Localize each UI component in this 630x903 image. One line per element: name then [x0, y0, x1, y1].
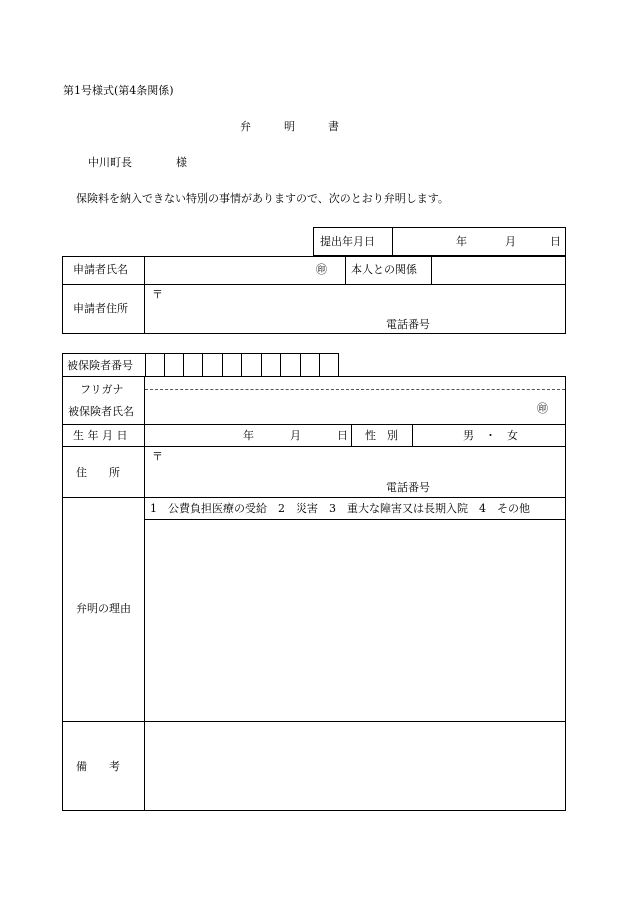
- applicant-seal-mark: ㊞: [316, 263, 327, 276]
- applicant-name-label: 申請者氏名: [73, 263, 128, 276]
- submission-month-label: 月: [505, 235, 516, 248]
- applicant-address-field[interactable]: [145, 285, 565, 333]
- birth-day-label: 日: [337, 429, 348, 442]
- relation-field[interactable]: [432, 257, 565, 283]
- furigana-field[interactable]: [145, 377, 565, 388]
- insured-seal-mark: ㊞: [537, 402, 548, 415]
- reason-detail-field[interactable]: [145, 520, 565, 720]
- addressee: 中川町長 様: [88, 156, 187, 169]
- insured-name-label: 被保険者氏名: [68, 405, 134, 418]
- applicant-phone-label: 電話番号: [386, 318, 430, 331]
- submission-date-label: 提出年月日: [320, 235, 375, 248]
- insured-name-field[interactable]: [145, 391, 565, 423]
- insured-address-field[interactable]: [145, 447, 565, 496]
- insured-number-digits[interactable]: [146, 354, 338, 376]
- birth-year-label: 年: [243, 429, 254, 442]
- insured-address-label: 住 所: [76, 466, 120, 479]
- intro-text: 保険料を納入できない特別の事情がありますので、次のとおり弁明します。: [76, 192, 449, 205]
- insured-postal-mark: 〒: [152, 450, 163, 463]
- applicant-address-label: 申請者住所: [73, 302, 128, 315]
- reason-label: 弁明の理由: [76, 602, 131, 615]
- submission-day-label: 日: [550, 235, 561, 248]
- birth-month-label: 月: [290, 429, 301, 442]
- furigana-label: フリガナ: [80, 383, 124, 396]
- sex-options[interactable]: 男 ・ 女: [463, 429, 518, 442]
- sex-label: 性 別: [365, 429, 398, 442]
- reason-options: 1 公費負担医療の受給 2 災害 3 重大な障害又は長期入院 4 その他: [150, 502, 530, 515]
- submission-date-field[interactable]: [393, 228, 565, 255]
- remarks-label: 備 考: [76, 760, 120, 773]
- relation-label: 本人との関係: [351, 263, 417, 276]
- applicant-postal-mark: 〒: [152, 288, 163, 301]
- insured-number-label: 被保険者番号: [67, 359, 133, 372]
- insured-phone-label: 電話番号: [386, 481, 430, 494]
- remarks-field[interactable]: [145, 722, 565, 810]
- birth-date-label: 生 年 月 日: [73, 429, 128, 442]
- page-title: 弁 明 書: [240, 120, 339, 133]
- form-number: 第1号様式(第4条関係): [63, 84, 174, 97]
- applicant-name-field[interactable]: [145, 257, 344, 283]
- submission-year-label: 年: [456, 235, 467, 248]
